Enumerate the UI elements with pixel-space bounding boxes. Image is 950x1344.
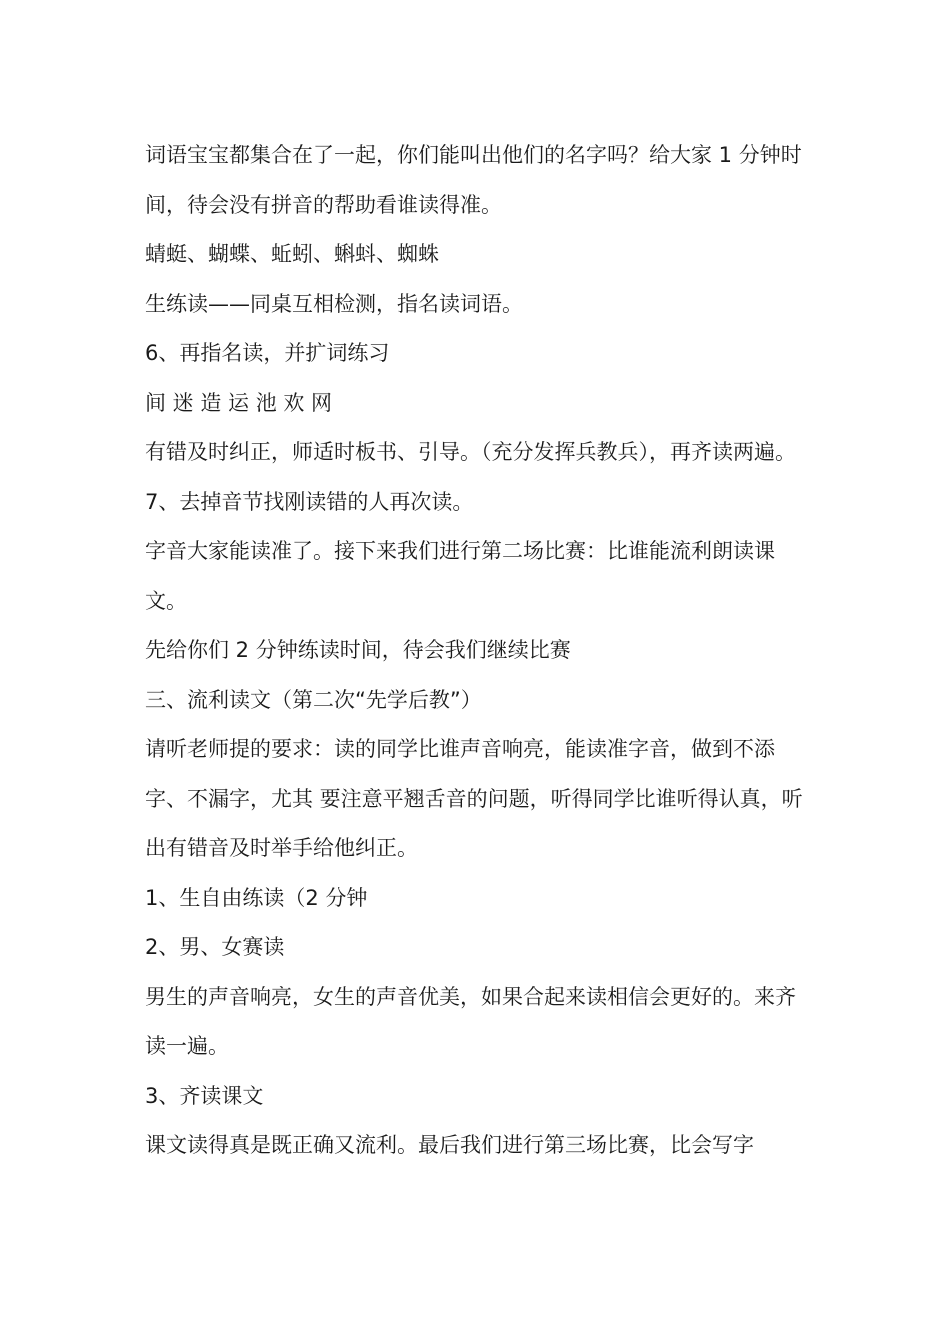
paragraph-reading-requirements: 请听老师提的要求：读的同学比谁声音响亮，能读准字音，做到不添字、不漏字，尤其 要注意平翘舌音的问题，听得同学比谁听得认真，听出有错音及时举手给他纠正。 bbox=[145, 737, 803, 860]
paragraph-character-list: 间 迷 造 运 池 欢 网 bbox=[145, 390, 333, 415]
paragraph-insect-words: 蜻蜓、蝴蝶、蚯蚓、蝌蚪、蜘蛛 bbox=[145, 242, 439, 266]
paragraph-step-2: 2、男、女赛读 bbox=[145, 935, 285, 959]
paragraph-vocabulary-intro: 词语宝宝都集合在了一起，你们能叫出他们的名字吗？给大家 1 分钟时间，待会没有拼音的帮助看谁读得准。 bbox=[145, 143, 802, 217]
paragraph-step-3: 3、齐读课文 bbox=[145, 1083, 264, 1108]
paragraph-second-contest: 字音大家能读准了。接下来我们进行第二场比赛：比谁能流利朗读课文。 bbox=[145, 539, 775, 613]
paragraph-practice-time: 先给你们 2 分钟练读时间，待会我们继续比赛 bbox=[145, 638, 571, 662]
paragraph-third-contest: 课文读得真是既正确又流利。最后我们进行第三场比赛，比会写字 bbox=[145, 1133, 754, 1157]
paragraph-voices: 男生的声音响亮，女生的声音优美，如果合起来读相信会更好的。来齐读一遍。 bbox=[145, 984, 796, 1058]
paragraph-correction: 有错及时纠正，师适时板书、引导。（充分发挥兵教兵），再齐读两遍。 bbox=[145, 440, 796, 464]
section-heading-fluent-reading: 三、流利读文（第二次“先学后教”） bbox=[145, 687, 482, 712]
paragraph-step-1: 1、生自由练读（2 分钟 bbox=[145, 885, 368, 910]
paragraph-partner-check: 生练读——同桌互相检测，指名读词语。 bbox=[145, 291, 523, 316]
paragraph-step-7: 7、去掉音节找刚读错的人再次读。 bbox=[145, 489, 474, 514]
document-body bbox=[145, 131, 807, 1171]
paragraph-step-6: 6、再指名读，并扩词练习 bbox=[145, 341, 390, 365]
